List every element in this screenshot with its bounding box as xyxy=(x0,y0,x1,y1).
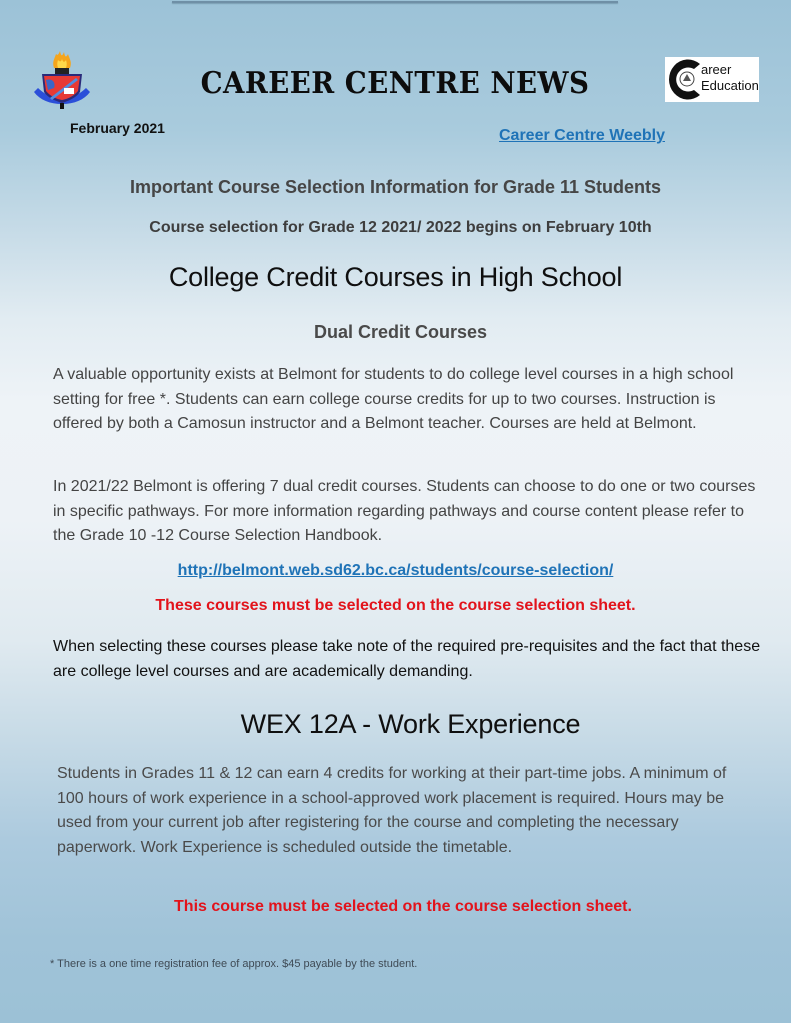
issue-date: February 2021 xyxy=(70,120,165,136)
dual-credit-paragraph-2: In 2021/22 Belmont is offering 7 dual credit courses. Students can choose to do one or two courses in specific pathways. For more information regarding pathways and course content please refer to the Grade 10 -12 Course Selection Handbook. xyxy=(53,478,756,544)
college-credit-section-heading: College Credit Courses in High School xyxy=(168,262,623,292)
school-crest-icon xyxy=(30,48,94,112)
career-logo-word-education: Education xyxy=(701,78,759,93)
important-info-heading: Important Course Selection Information for Grade 11 Students xyxy=(129,177,662,197)
dual-credit-subheading: Dual Credit Courses xyxy=(313,322,488,342)
top-divider-line xyxy=(172,1,618,3)
career-education-c-logo-icon xyxy=(667,58,705,101)
wex-paragraph: Students in Grades 11 & 12 can earn 4 credits for working at their part-time jobs. A minimum of 100 hours of work experience in a school-approved work placement is required. Hours may be used from your current job after registering for the course and completing the necessary paperwork. Work Experience is scheduled outside the timetable. xyxy=(57,765,727,856)
course-selection-url-link[interactable]: http://belmont.web.sd62.bc.ca/students/course-selection/ xyxy=(177,562,614,579)
course-selection-start-heading: Course selection for Grade 12 2021/ 2022 begins on February 10th xyxy=(149,219,652,236)
newsletter-title: CAREER CENTRE NEWS xyxy=(200,66,590,101)
prerequisites-paragraph: When selecting these courses please take note of the required pre-requisites and the fact that these are college level courses and are academically demanding. xyxy=(53,638,761,680)
career-centre-weebly-link[interactable]: Career Centre Weebly xyxy=(499,127,665,144)
career-logo-word-career: areer xyxy=(701,62,732,77)
course-selection-link-row xyxy=(0,562,791,580)
dual-credit-paragraph-1: A valuable opportunity exists at Belmont for students to do college level courses in a high school setting for free *. Students can earn college course credits for up to two courses. Instruction is offered by both a Camosun instructor and a Belmont teacher. Courses are held at Belmont. xyxy=(53,366,734,432)
wex-selection-notice: This course must be selected on the course selection sheet. xyxy=(174,898,632,915)
wex-section-heading: WEX 12A - Work Experience xyxy=(240,709,581,739)
career-education-logo xyxy=(665,57,759,102)
dual-credit-selection-notice: These courses must be selected on the course selection sheet. xyxy=(155,597,636,614)
registration-fee-footnote: * There is a one time registration fee of approx. $45 payable by the student. xyxy=(50,958,418,970)
